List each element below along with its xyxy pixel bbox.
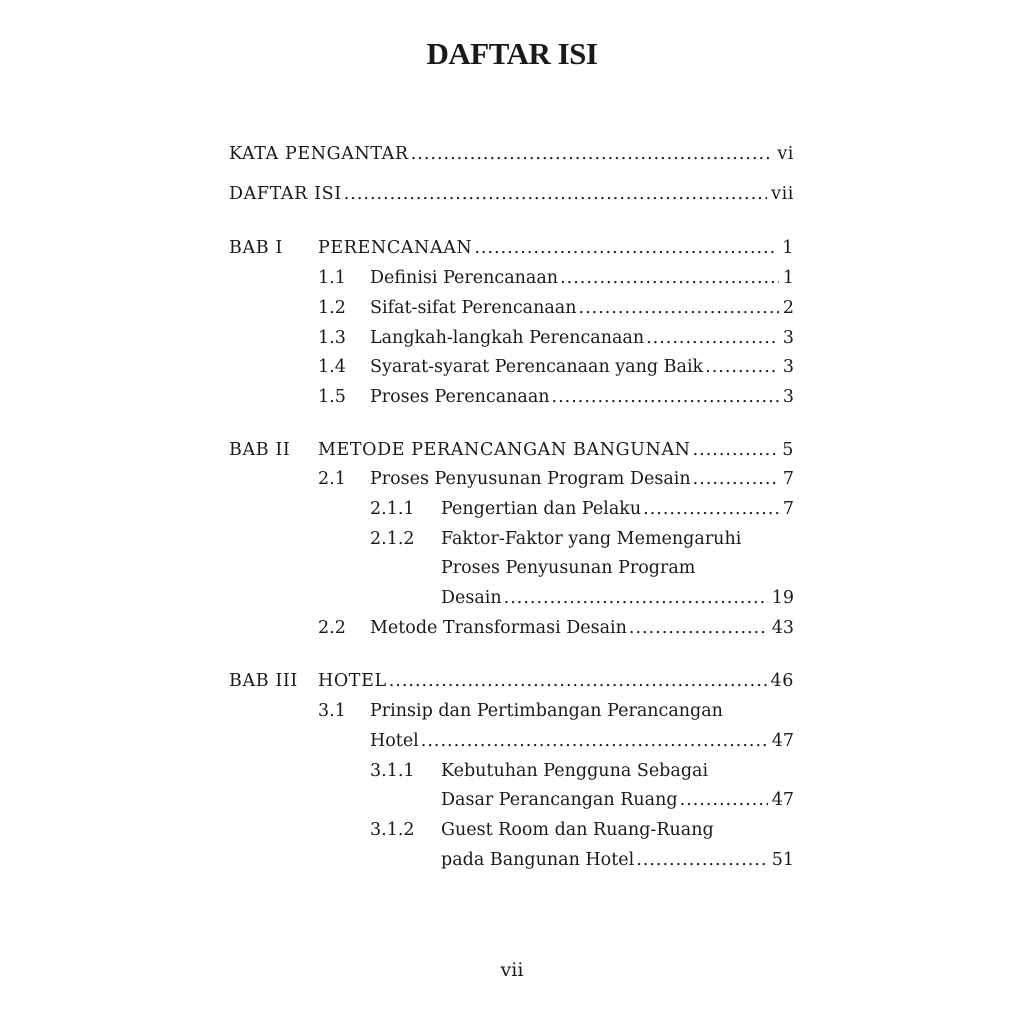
toc-entry-page: 3	[782, 387, 794, 407]
toc-section-1-4[interactable]	[318, 355, 794, 379]
section-number: 2.1.1	[370, 499, 415, 519]
toc-chapter-bab-2[interactable]	[229, 438, 794, 462]
toc-entry-page: vi	[777, 144, 794, 164]
toc-subsection-3-1-1-line2[interactable]	[441, 788, 794, 812]
toc-entry-text: Sifat-sifat Perencanaan	[370, 298, 577, 318]
toc-entry-text: Guest Room dan Ruang-Ruang	[441, 820, 714, 840]
toc-entry-page: 51	[771, 850, 794, 870]
toc-entry-page: 3	[782, 357, 794, 377]
toc-entry-kata-pengantar[interactable]	[229, 142, 794, 166]
section-number: 1.4	[318, 357, 346, 377]
chapter-label: BAB I	[229, 238, 283, 258]
toc-entry-text: HOTEL	[318, 671, 387, 691]
dot-leader	[636, 848, 768, 872]
toc-entry-text: Proses Penyusunan Program Desain	[370, 469, 691, 489]
toc-section-1-2[interactable]	[318, 296, 794, 320]
toc-entry-page: 47	[771, 790, 794, 810]
toc-section-3-1[interactable]	[318, 699, 794, 723]
toc-entry-page: 7	[782, 469, 794, 489]
toc-subsection-3-1-2-line2[interactable]	[441, 848, 794, 872]
toc-entry-page: 7	[782, 499, 794, 519]
chapter-label: BAB III	[229, 671, 298, 691]
toc-entry-text: KATA PENGANTAR	[229, 144, 409, 164]
toc-entry-page: 2	[782, 298, 794, 318]
dot-leader	[680, 788, 768, 812]
section-number: 2.1	[318, 469, 346, 489]
toc-section-1-5[interactable]	[318, 385, 794, 409]
toc-entry-text: Prinsip dan Pertimbangan Perancangan	[370, 701, 723, 721]
toc-subsection-2-1-2-line3[interactable]	[441, 586, 794, 610]
toc-subsection-2-1-2[interactable]	[370, 527, 794, 551]
toc-subsection-3-1-2[interactable]	[370, 818, 794, 842]
toc-section-1-1[interactable]	[318, 266, 794, 290]
toc-subsection-2-1-1[interactable]	[370, 497, 794, 521]
toc-subsection-3-1-1[interactable]	[370, 759, 794, 783]
section-number: 3.1.1	[370, 761, 415, 781]
toc-entry-text: pada Bangunan Hotel	[441, 850, 635, 870]
toc-entry-text: Definisi Perencanaan	[370, 268, 559, 288]
toc-entry-text: Proses Penyusunan Program	[441, 558, 696, 578]
toc-entry-page: 5	[782, 440, 794, 460]
dot-leader	[646, 326, 779, 350]
dot-leader	[552, 385, 779, 409]
toc-entry-page: 43	[771, 618, 794, 638]
dot-leader	[504, 586, 768, 610]
toc-section-3-1-line2[interactable]	[370, 729, 794, 753]
dot-leader	[579, 296, 779, 320]
section-number: 3.1	[318, 701, 346, 721]
toc-entry-text: PERENCANAAN	[318, 238, 473, 258]
toc-entry-text: Desain	[441, 588, 502, 608]
toc-chapter-bab-3[interactable]	[229, 669, 794, 693]
toc-entry-text: Kebutuhan Pengguna Sebagai	[441, 761, 709, 781]
toc-entry-daftar-isi[interactable]	[229, 182, 794, 206]
toc-entry-page: 1	[782, 238, 794, 258]
section-number: 1.1	[318, 268, 346, 288]
section-number: 2.1.2	[370, 529, 415, 549]
toc-entry-text: Pengertian dan Pelaku	[441, 499, 642, 519]
section-number: 3.1.2	[370, 820, 415, 840]
toc-entry-page: 19	[771, 588, 794, 608]
toc-entry-page: 3	[782, 328, 794, 348]
section-number: 1.5	[318, 387, 346, 407]
toc-entry-text: METODE PERANCANGAN BANGUNAN	[318, 440, 691, 460]
toc-entry-text: Metode Transformasi Desain	[370, 618, 627, 638]
chapter-label: BAB II	[229, 440, 291, 460]
toc-entry-text: DAFTAR ISI	[229, 184, 342, 204]
section-number: 1.3	[318, 328, 346, 348]
dot-leader	[643, 497, 779, 521]
toc-entry-page: 46	[770, 671, 794, 691]
dot-leader	[344, 182, 767, 206]
toc-subsection-2-1-2-line2[interactable]	[441, 556, 794, 580]
dot-leader	[693, 438, 779, 462]
section-number: 2.2	[318, 618, 346, 638]
toc-entry-page: 47	[771, 731, 794, 751]
dot-leader	[389, 669, 767, 693]
toc-entry-text: Faktor-Faktor yang Memengaruhi	[441, 529, 742, 549]
toc-section-1-3[interactable]	[318, 326, 794, 350]
toc-entry-text: Dasar Perancangan Ruang	[441, 790, 678, 810]
toc-entry-page: vii	[771, 184, 794, 204]
toc-chapter-bab-1[interactable]	[229, 236, 794, 260]
dot-leader	[705, 355, 779, 379]
dot-leader	[693, 467, 779, 491]
toc-section-2-2[interactable]	[318, 616, 794, 640]
dot-leader	[560, 266, 779, 290]
toc-entry-page: 1	[782, 268, 794, 288]
toc-section-2-1[interactable]	[318, 467, 794, 491]
toc-entry-text: Hotel	[370, 731, 419, 751]
dot-leader	[411, 142, 774, 166]
dot-leader	[421, 729, 768, 753]
toc-entry-text: Langkah-langkah Perencanaan	[370, 328, 645, 348]
toc-entry-text: Proses Perencanaan	[370, 387, 550, 407]
section-number: 1.2	[318, 298, 346, 318]
page-title: DAFTAR ISI	[426, 36, 598, 71]
toc-entry-text: Syarat-syarat Perencanaan yang Baik	[370, 357, 704, 377]
dot-leader	[629, 616, 768, 640]
dot-leader	[474, 236, 778, 260]
page-number: vii	[500, 959, 524, 981]
